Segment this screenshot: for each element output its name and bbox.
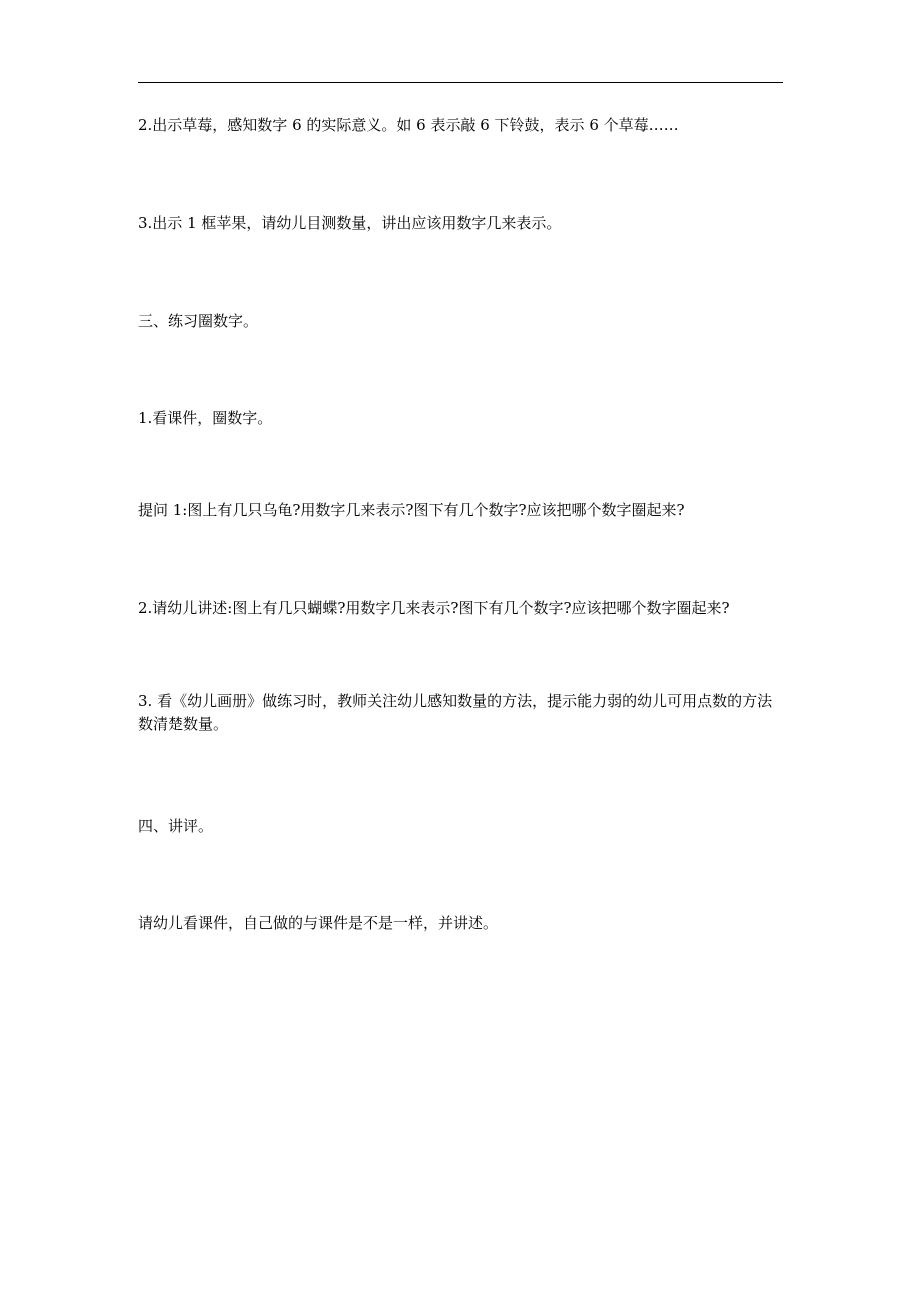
paragraph-question-turtles: 提问 1:图上有几只乌龟?用数字几来表示?图下有几个数字?应该把哪个数字圈起来? bbox=[138, 501, 685, 519]
paragraph-courseware-circle: 1.看课件，圈数字。 bbox=[138, 409, 273, 427]
paragraph-compare-courseware: 请幼儿看课件，自己做的与课件是不是一样，并讲述。 bbox=[138, 914, 499, 932]
paragraph-picture-book-exercise: 3. 看《幼儿画册》做练习时，教师关注幼儿感知数量的方法，提示能力弱的幼儿可用点数的方法数清楚数量。 bbox=[138, 692, 773, 733]
paragraph-strawberry-number-6: 2.出示草莓，感知数字 6 的实际意义。如 6 表示敲 6 下铃鼓，表示 6 个草莓…… bbox=[138, 116, 679, 134]
header-rule bbox=[138, 82, 783, 83]
section-heading-circle-numbers: 三、练习圈数字。 bbox=[138, 312, 259, 330]
paragraph-apple-basket: 3.出示 1 框苹果，请幼儿目测数量，讲出应该用数字几来表示。 bbox=[138, 214, 562, 232]
section-heading-review: 四、讲评。 bbox=[138, 817, 214, 835]
paragraph-question-butterflies: 2.请幼儿讲述:图上有几只蝴蝶?用数字几来表示?图下有几个数字?应该把哪个数字圈起来? bbox=[138, 599, 730, 617]
